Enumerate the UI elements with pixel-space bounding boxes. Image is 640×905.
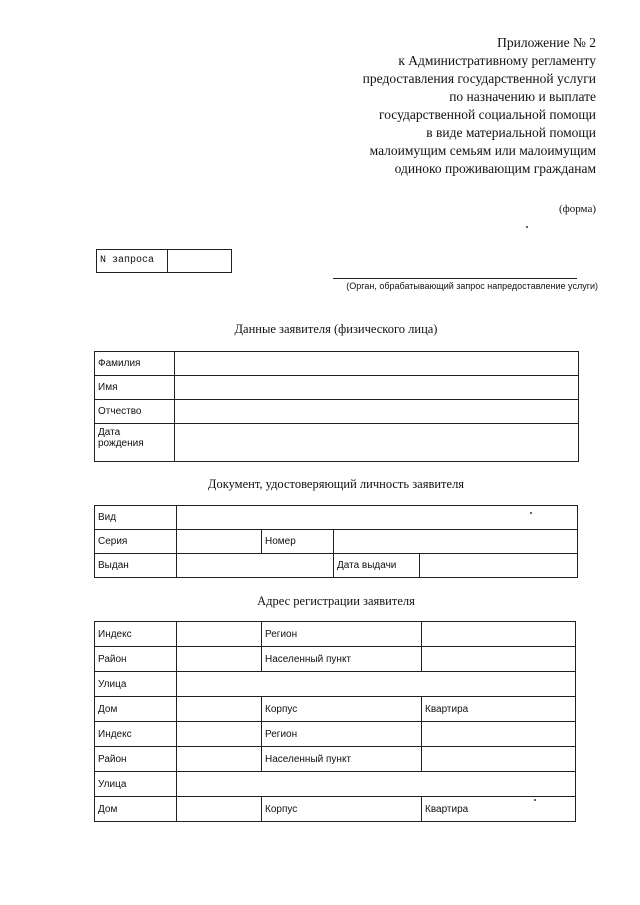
doc-type-label: Вид: [95, 506, 177, 530]
doc-issued-by-label: Выдан: [95, 554, 177, 578]
organ-signature-line[interactable]: [333, 278, 577, 279]
applicant-section-title: Данные заявителя (физического лица): [234, 322, 438, 336]
doc-series-label: Серия: [95, 530, 177, 554]
index-label: Индекс: [95, 722, 177, 747]
name-label: Имя: [95, 376, 175, 400]
identity-section-title: Документ, удостоверяющий личность заявителя: [207, 477, 465, 491]
appendix-line: к Административному регламенту: [398, 53, 596, 68]
house-label: Дом: [95, 797, 177, 822]
district-field[interactable]: [177, 647, 262, 672]
applicant-table: [94, 351, 579, 462]
apartment-label: Квартира: [422, 697, 576, 722]
district-field[interactable]: [177, 747, 262, 772]
doc-issued-by-field[interactable]: [177, 554, 334, 578]
district-label: Район: [95, 747, 177, 772]
appendix-line: малоимущим семьям или малоимущим: [369, 143, 596, 158]
street-field[interactable]: [177, 772, 576, 797]
house-field[interactable]: [177, 697, 262, 722]
request-number-box: [96, 249, 232, 273]
doc-type-field[interactable]: [177, 506, 578, 530]
region-label: Регион: [262, 722, 422, 747]
doc-issue-date-field[interactable]: [420, 554, 578, 578]
name-field[interactable]: [175, 376, 579, 400]
apartment-label: Квартира: [422, 797, 576, 822]
building-label: Корпус: [262, 697, 422, 722]
locality-label: Населенный пункт: [262, 747, 422, 772]
organ-caption: (Орган, обрабатывающий запрос напредоставление услуги): [346, 281, 598, 291]
house-label: Дом: [95, 697, 177, 722]
index-label: Индекс: [95, 622, 177, 647]
patronymic-label: Отчество: [95, 400, 175, 424]
region-label: Регион: [262, 622, 422, 647]
surname-field[interactable]: [175, 352, 579, 376]
surname-label: Фамилия: [95, 352, 175, 376]
scan-speck: [526, 226, 528, 228]
building-label: Корпус: [262, 797, 422, 822]
birth-date-label: [95, 424, 175, 462]
address-section-title: Адрес регистрации заявителя: [257, 594, 415, 608]
house-field[interactable]: [177, 797, 262, 822]
request-number-label: N запроса: [97, 250, 168, 272]
identity-table: [94, 505, 578, 578]
doc-series-field[interactable]: [177, 530, 262, 554]
street-label: Улица: [95, 672, 177, 697]
locality-field[interactable]: [422, 647, 576, 672]
appendix-line: одиноко проживающим гражданам: [394, 161, 596, 176]
birth-date-field[interactable]: [175, 424, 579, 462]
appendix-line: в виде материальной помощи: [426, 125, 596, 140]
district-label: Район: [95, 647, 177, 672]
locality-field[interactable]: [422, 747, 576, 772]
appendix-header: [266, 34, 596, 178]
index-field[interactable]: [177, 622, 262, 647]
index-field[interactable]: [177, 722, 262, 747]
birth-date-label-line: рождения: [98, 438, 144, 449]
appendix-line: по назначению и выплате: [449, 89, 596, 104]
region-field[interactable]: [422, 622, 576, 647]
appendix-line: предоставления государственной услуги: [362, 71, 596, 86]
street-field[interactable]: [177, 672, 576, 697]
form-label: (форма): [558, 203, 596, 215]
doc-number-field[interactable]: [334, 530, 578, 554]
doc-number-label: Номер: [262, 530, 334, 554]
appendix-line: Приложение № 2: [497, 35, 596, 50]
doc-issue-date-label: Дата выдачи: [334, 554, 420, 578]
street-label: Улица: [95, 772, 177, 797]
region-field[interactable]: [422, 722, 576, 747]
request-number-field[interactable]: [168, 250, 231, 272]
birth-date-label-line: Дата: [98, 427, 121, 438]
appendix-line: государственной социальной помощи: [379, 107, 596, 122]
address-table: [94, 621, 576, 822]
patronymic-field[interactable]: [175, 400, 579, 424]
locality-label: Населенный пункт: [262, 647, 422, 672]
